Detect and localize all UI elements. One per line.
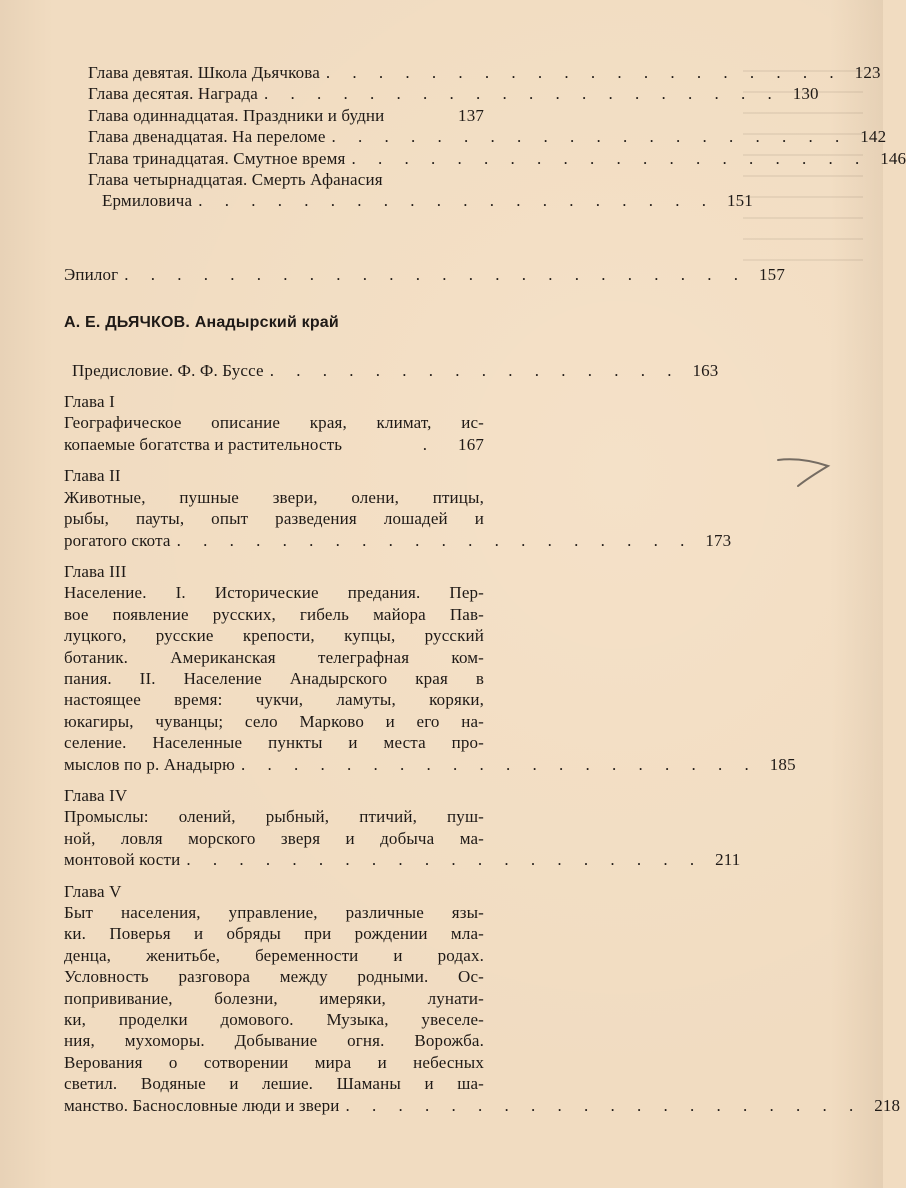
toc-entry-page: 167 [458,434,484,454]
chapter-description-line: Географическое описание края, климат, ис- [64,413,484,433]
chapter-description-line: копаемые богатства и растительность [64,434,343,454]
leader-dots: . [422,434,436,454]
chapter-heading: Глава V [64,881,122,901]
toc-entry-title-cont: Ермиловича [102,191,193,211]
chapter-description-line: рогатого скота [64,530,171,550]
chapter-description-line: Население. I. Исторические предания. Пер- [64,583,484,603]
toc-entry-page: 146 [880,148,906,168]
toc-entry-page: 163 [692,360,719,380]
toc-entry [88,62,881,83]
toc-entry [88,169,484,190]
chapter-list [64,391,901,1116]
chapter-heading: Глава III [64,561,127,581]
toc-entry-page: 142 [860,127,887,147]
leader-dots: . . . . . . . . . . . . . . . . . . . . [186,850,704,870]
leader-dots: . . . . . . . . . . . . . . . . . . . . [264,84,781,104]
leader-dots: . . . . . . . . . . . . . . . . . . . . . . . . [124,264,748,284]
chapter-last-line [64,434,484,455]
toc-entry-title: Эпилог [64,264,119,284]
toc-entry-page: 218 [874,1095,901,1115]
chapter-description-line: луцкого, русские крепости, купцы, русский [64,626,484,646]
leader-dots: . . . . . . . . . . . . . . . . . . . . [325,63,843,82]
chapter-description-line: попрививание, болезни, имеряки, лунати- [64,988,484,1008]
leader-dots: . . . . . . . . . . . . . . . . . . . . [351,148,869,168]
toc-entry-page: 173 [705,530,732,550]
toc-entry-page: 130 [792,84,819,104]
chapter-description-line: настоящее время: чукчи, ламуты, коряки, [64,690,484,710]
chapter-heading: Глава I [64,392,115,412]
section-title: А. Е. ДЬЯЧКОВ. Анадырский край [64,314,339,332]
toc-entry-title: Глава тринадцатая. Смутное время [88,148,346,168]
chapter-description-line: ния, мухоморы. Добывание огня. Ворожба. [64,1031,484,1051]
pencil-mark-icon [776,452,836,492]
chapter-last-line [64,1095,901,1116]
toc-entry-title: Глава десятая. Награда [88,84,258,104]
toc-chapter [64,561,796,775]
chapter-description-line: Условность разговора между родными. Ос- [64,967,484,987]
chapter-description-line: ботаник. Американская телеграфная ком- [64,647,484,667]
toc-entry-title: Предисловие. Ф. Ф. Буссе [72,360,264,380]
chapter-description-line: юкагиры, чуванцы; село Марково и его на- [64,711,484,731]
leader-dots: . . . . . . . . . . . . . . . . . . . . [241,754,758,774]
chapter-last-line [64,849,741,870]
toc-entry [88,126,887,147]
chapter-last-line [64,754,796,775]
toc-chapter [64,881,901,1116]
toc-entry-title: Глава одиннадцатая. Праздники и будни [88,105,385,125]
chapter-description-line: светил. Водяные и лешие. Шаманы и ша- [64,1074,484,1094]
leader-dots: . . . . . . . . . . . . . . . . . . . . [345,1095,863,1115]
toc-entry-title: Глава девятая. Школа Дьячкова [88,63,320,82]
toc-entry-title: Глава четырнадцатая. Смерть Афанасия [88,170,383,190]
chapter-description-line: Животные, пушные звери, олени, птицы, [64,487,484,507]
chapter-heading: Глава IV [64,785,128,805]
toc-entry-page: 211 [715,850,741,870]
chapter-description-line: селение. Населенные пункты и места про- [64,733,484,753]
chapter-last-line [64,530,732,551]
toc-entry-page: 123 [854,63,881,82]
leader-dots: . . . . . . . . . . . . . . . . . . . . [176,530,694,550]
toc-entry-page: 151 [726,191,753,211]
chapter-description-line: ной, ловля морского зверя и добыча ма- [64,828,484,848]
toc-entry [88,105,484,126]
leader-dots: . . . . . . . . . . . . . . . . . . . . [198,191,715,211]
toc-entry-epilogue [64,264,785,285]
chapter-description-line: манство. Баснословные люди и звери [64,1095,340,1115]
chapter-description-line: Промыслы: олений, рыбный, птичий, пуш- [64,807,484,827]
chapter-description-line: пания. II. Население Анадырского края в [64,668,484,688]
toc-entry-continuation [88,190,753,211]
toc-entry-page: 157 [759,264,785,284]
chapter-description-line: мыслов по р. Анадырю [64,754,236,774]
toc-entry [88,83,819,104]
chapter-description-line: вое появление русских, гибель майора Пав- [64,604,484,624]
part1-entries [64,62,906,212]
chapter-description-line: монтовой кости [64,850,181,870]
chapter-description-line: ки. Поверья и обряды при рождении мла- [64,924,484,944]
toc-entry-page: 185 [769,754,796,774]
toc-entry-page: 137 [458,105,484,125]
toc-chapter [64,465,732,551]
toc-chapter [64,391,484,455]
toc-entry [88,148,906,169]
toc-chapter [64,785,741,871]
leader-dots: . . . . . . . . . . . . . . . . . . . . [331,127,849,147]
toc-entry-preface [64,360,719,381]
chapter-description-line: денца, женитьбе, беременности и родах. [64,945,484,965]
toc-entry-title: Глава двенадцатая. На переломе [88,127,326,147]
leader-dots: . . . . . . . . . . . . . . . . [269,360,681,380]
chapter-description-line: Быт населения, управление, различные язы- [64,903,484,922]
chapter-description-line: Верования о сотворении мира и небесных [64,1052,484,1072]
table-of-contents [64,62,906,1116]
chapter-description-line: ки, проделки домового. Музыка, увеселе- [64,1010,484,1030]
chapter-heading: Глава II [64,466,121,486]
chapter-description-line: рыбы, пауты, опыт разведения лошадей и [64,509,484,529]
